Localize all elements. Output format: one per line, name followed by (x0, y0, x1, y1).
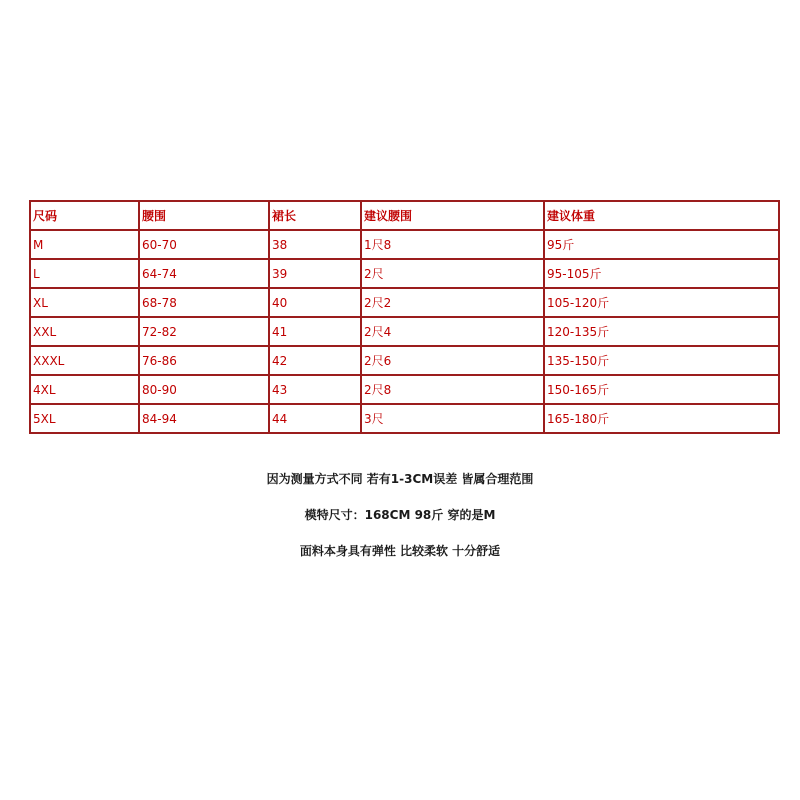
size-cell: 5XL (30, 404, 139, 433)
skirt-length-cell: 38 (269, 230, 361, 259)
skirt-length-cell: 40 (269, 288, 361, 317)
header-suggested-weight: 建议体重 (544, 201, 779, 230)
header-size: 尺码 (30, 201, 139, 230)
waist-cell: 64-74 (139, 259, 269, 288)
header-skirt-length: 裙长 (269, 201, 361, 230)
suggested-weight-cell: 165-180斤 (544, 404, 779, 433)
suggested-waist-cell: 2尺8 (361, 375, 544, 404)
table-row (30, 404, 779, 433)
table-row (30, 346, 779, 375)
suggested-waist-cell: 2尺4 (361, 317, 544, 346)
waist-cell: 72-82 (139, 317, 269, 346)
suggested-waist-cell: 2尺2 (361, 288, 544, 317)
suggested-weight-cell: 135-150斤 (544, 346, 779, 375)
suggested-weight-cell: 95-105斤 (544, 259, 779, 288)
header-suggested-waist: 建议腰围 (361, 201, 544, 230)
table-row (30, 317, 779, 346)
size-cell: L (30, 259, 139, 288)
suggested-waist-cell: 3尺 (361, 404, 544, 433)
skirt-length-cell: 39 (269, 259, 361, 288)
table-header-row (30, 201, 779, 230)
waist-cell: 84-94 (139, 404, 269, 433)
table-row (30, 375, 779, 404)
suggested-waist-cell: 2尺 (361, 259, 544, 288)
model-note: 模特尺寸：168CM 98斤 穿的是M (304, 508, 496, 522)
waist-cell: 80-90 (139, 375, 269, 404)
size-cell: 4XL (30, 375, 139, 404)
measurement-note: 因为测量方式不同 若有1-3CM误差 皆属合理范围 (266, 472, 534, 486)
fabric-note: 面料本身具有弹性 比较柔软 十分舒适 (299, 544, 501, 558)
size-cell: M (30, 230, 139, 259)
table-row (30, 259, 779, 288)
skirt-length-cell: 41 (269, 317, 361, 346)
waist-cell: 76-86 (139, 346, 269, 375)
size-chart-table (29, 200, 780, 434)
suggested-waist-cell: 1尺8 (361, 230, 544, 259)
suggested-waist-cell: 2尺6 (361, 346, 544, 375)
skirt-length-cell: 42 (269, 346, 361, 375)
suggested-weight-cell: 150-165斤 (544, 375, 779, 404)
header-waist: 腰围 (139, 201, 269, 230)
table-row (30, 230, 779, 259)
suggested-weight-cell: 105-120斤 (544, 288, 779, 317)
skirt-length-cell: 44 (269, 404, 361, 433)
suggested-weight-cell: 120-135斤 (544, 317, 779, 346)
table-row (30, 288, 779, 317)
suggested-weight-cell: 95斤 (544, 230, 779, 259)
size-cell: XXL (30, 317, 139, 346)
size-cell: XXXL (30, 346, 139, 375)
waist-cell: 60-70 (139, 230, 269, 259)
skirt-length-cell: 43 (269, 375, 361, 404)
waist-cell: 68-78 (139, 288, 269, 317)
size-cell: XL (30, 288, 139, 317)
